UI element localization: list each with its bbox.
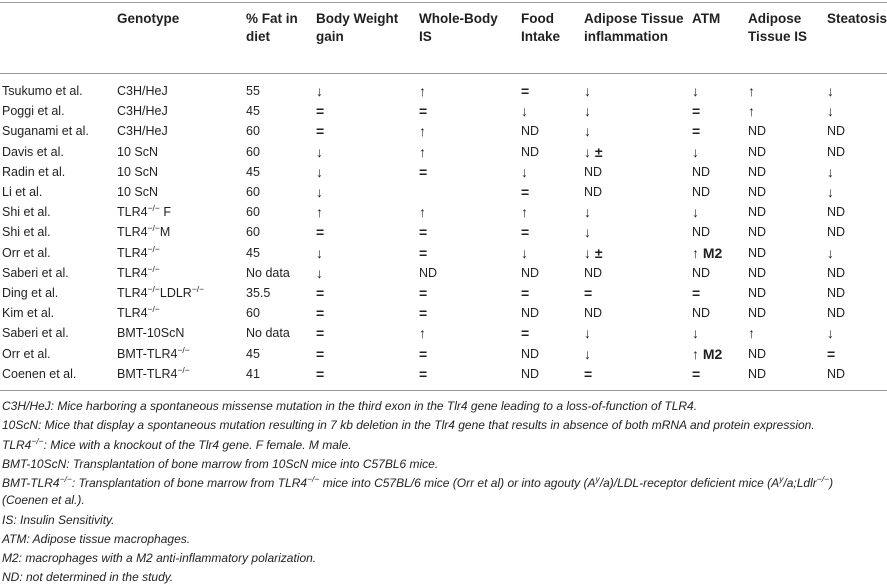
cell-steatosis: ND xyxy=(827,225,846,239)
cell-adipose-inflammation: ↓ xyxy=(584,224,591,240)
cell-fat: 45 xyxy=(246,246,260,260)
cell-study: Kim et al. xyxy=(2,306,55,320)
cell-body-weight: = xyxy=(316,305,325,321)
cell-body-weight: = xyxy=(316,325,325,341)
cell-study: Shi et al. xyxy=(2,205,51,219)
cell-food-intake: ND xyxy=(521,306,540,320)
cell-study: Shi et al. xyxy=(2,225,51,239)
genotype-text: BMT-TLR4 xyxy=(117,347,178,361)
cell-adipose-is: ↑ xyxy=(748,325,755,341)
cell-food-intake: ND xyxy=(521,367,540,381)
cell-study: Davis et al. xyxy=(2,145,64,159)
cell-food-intake: ↓ xyxy=(521,164,528,180)
genotype-text: 10 ScN xyxy=(117,185,158,199)
cell-food-intake: = xyxy=(521,224,530,240)
cell-genotype xyxy=(117,347,190,361)
cell-adipose-inflammation: ↓ xyxy=(584,83,591,99)
genotype-suffix: M xyxy=(159,225,171,239)
cell-adipose-is: ND xyxy=(748,266,767,280)
genotype-text: TLR4 xyxy=(117,306,148,320)
genotype-text: TLR4 xyxy=(117,225,148,239)
cell-fat: 45 xyxy=(246,347,260,361)
cell-genotype xyxy=(117,205,171,219)
cell-fat: 60 xyxy=(246,124,260,138)
cell-body-weight: = xyxy=(316,346,325,362)
cell-body-weight: ↓ xyxy=(316,144,323,160)
genotype-text: 10 ScN xyxy=(117,165,158,179)
cell-fat: 35.5 xyxy=(246,286,271,300)
genotype-superscript: −/− xyxy=(177,345,190,355)
cell-steatosis: = xyxy=(827,346,836,362)
cell-food-intake: ↓ xyxy=(521,103,528,119)
cell-whole-body-is: = xyxy=(419,245,428,261)
cell-atm: ND xyxy=(692,306,711,320)
cell-genotype xyxy=(117,185,158,199)
note-tlr4 xyxy=(2,438,352,452)
genotype-text: TLR4 xyxy=(117,246,148,260)
cell-adipose-is: ↑ xyxy=(748,83,755,99)
cell-atm: ↓ xyxy=(692,325,699,341)
note-bmt-10scn: BMT-10ScN: Transplantation of bone marrow from 10ScN mice into C57BL6 mice. xyxy=(2,457,439,471)
cell-atm: = xyxy=(692,103,701,119)
cell-food-intake: = xyxy=(521,184,530,200)
cell-steatosis: ND xyxy=(827,286,846,300)
table-bottom-rule xyxy=(0,390,887,391)
note-bmt-tlr4-text5: ) xyxy=(829,476,834,490)
genotype-superscript-2: −/− xyxy=(191,284,205,294)
header-whole-body-is: Whole-Body IS xyxy=(419,11,498,44)
cell-fat: 41 xyxy=(246,367,260,381)
cell-adipose-inflammation: = xyxy=(584,285,593,301)
note-tlr4-sup: −/− xyxy=(31,436,44,446)
note-bmt-tlr4-text3: /a)/LDL-receptor deficient mice (A xyxy=(599,476,780,490)
cell-steatosis: ND xyxy=(827,367,846,381)
genotype-suffix: LDLR xyxy=(159,286,192,300)
note-bmt-tlr4-sup2: −/− xyxy=(307,474,320,484)
header-steatosis: Steatosis xyxy=(827,11,887,26)
note-bmt-tlr4-sup3: y xyxy=(595,474,600,484)
cell-adipose-is: ND xyxy=(748,124,767,138)
note-c3h: C3H/HeJ: Mice harboring a spontaneous missense mutation in the third exon in the Tlr4 gene leading to a loss-of-function of TLR4. xyxy=(2,399,698,413)
genotype-superscript: −/− xyxy=(147,264,160,274)
cell-atm: ND xyxy=(692,225,711,239)
cell-atm: ↓ xyxy=(692,144,699,160)
cell-whole-body-is: = xyxy=(419,164,428,180)
genotype-superscript: −/− xyxy=(147,223,160,233)
cell-adipose-inflammation: ↓ ± xyxy=(584,144,603,160)
cell-adipose-is: ND xyxy=(748,185,767,199)
cell-body-weight: = xyxy=(316,285,325,301)
cell-food-intake: ND xyxy=(521,124,540,138)
cell-whole-body-is: = xyxy=(419,366,428,382)
cell-steatosis: ND xyxy=(827,266,846,280)
cell-study: Tsukumo et al. xyxy=(2,84,83,98)
genotype-superscript: −/− xyxy=(177,365,190,375)
cell-food-intake: ND xyxy=(521,347,540,361)
cell-genotype xyxy=(117,165,158,179)
cell-steatosis: ND xyxy=(827,306,846,320)
cell-atm: = xyxy=(692,366,701,382)
note-is: IS: Insulin Sensitivity. xyxy=(2,513,115,527)
genotype-suffix: F xyxy=(159,205,171,219)
header-food-intake: Food Intake xyxy=(521,11,561,44)
cell-food-intake: = xyxy=(521,325,530,341)
cell-body-weight: ↓ xyxy=(316,184,323,200)
cell-adipose-inflammation: ND xyxy=(584,306,603,320)
cell-adipose-is: ND xyxy=(748,306,767,320)
note-bmt-tlr4-sup4: y xyxy=(779,474,784,484)
cell-genotype xyxy=(117,306,160,320)
cell-study: Poggi et al. xyxy=(2,104,65,118)
cell-fat: 60 xyxy=(246,225,260,239)
cell-whole-body-is: ↑ xyxy=(419,83,426,99)
cell-genotype xyxy=(117,104,168,118)
cell-adipose-is: ND xyxy=(748,286,767,300)
cell-atm: = xyxy=(692,123,701,139)
cell-adipose-inflammation: ↓ xyxy=(584,325,591,341)
cell-adipose-inflammation: ↓ ± xyxy=(584,245,603,261)
cell-steatosis: ↓ xyxy=(827,184,834,200)
cell-study: Coenen et al. xyxy=(2,367,77,381)
note-atm: ATM: Adipose tissue macrophages. xyxy=(2,532,191,546)
cell-whole-body-is: = xyxy=(419,346,428,362)
header-atm: ATM xyxy=(692,11,721,26)
cell-food-intake: = xyxy=(521,83,530,99)
cell-atm: ND xyxy=(692,266,711,280)
note-bmt-tlr4-text4: /a;Ldlr xyxy=(783,476,817,490)
genotype-text: C3H/HeJ xyxy=(117,84,168,98)
cell-genotype xyxy=(117,124,168,138)
cell-adipose-inflammation: ND xyxy=(584,185,603,199)
cell-fat: No data xyxy=(246,326,290,340)
cell-whole-body-is: = xyxy=(419,285,428,301)
cell-steatosis: ND xyxy=(827,205,846,219)
cell-adipose-inflammation: ↓ xyxy=(584,103,591,119)
cell-whole-body-is: = xyxy=(419,103,428,119)
cell-body-weight: ↓ xyxy=(316,245,323,261)
cell-fat: 45 xyxy=(246,104,260,118)
cell-steatosis: ↓ xyxy=(827,103,834,119)
cell-adipose-inflammation: ↓ xyxy=(584,123,591,139)
cell-body-weight: ↓ xyxy=(316,83,323,99)
cell-adipose-inflammation: = xyxy=(584,366,593,382)
cell-body-weight: = xyxy=(316,224,325,240)
note-bmt-tlr4-term: BMT-TLR4 xyxy=(2,476,60,490)
cell-genotype xyxy=(117,266,160,280)
cell-adipose-is: ND xyxy=(748,145,767,159)
cell-body-weight: = xyxy=(316,366,325,382)
cell-body-weight: = xyxy=(316,103,325,119)
cell-genotype xyxy=(117,84,168,98)
note-tlr4-term: TLR4 xyxy=(2,438,32,452)
cell-body-weight: ↓ xyxy=(316,265,323,281)
cell-whole-body-is: ↑ xyxy=(419,204,426,220)
cell-food-intake: = xyxy=(521,285,530,301)
note-10scn: 10ScN: Mice that display a spontaneous mutation resulting in 7 kb deletion in the Tlr4 gene that results in absence of both mRNA and protein expression. xyxy=(2,418,815,432)
cell-adipose-is: ND xyxy=(748,225,767,239)
cell-whole-body-is: ↑ xyxy=(419,325,426,341)
cell-whole-body-is: ND xyxy=(419,266,438,280)
genotype-text: TLR4 xyxy=(117,286,148,300)
cell-body-weight: ↑ xyxy=(316,204,323,220)
cell-whole-body-is: ↑ xyxy=(419,123,426,139)
cell-atm: ND xyxy=(692,165,711,179)
note-nd: ND: not determined in the study. xyxy=(2,570,174,584)
cell-study: Radin et al. xyxy=(2,165,66,179)
cell-steatosis: ↓ xyxy=(827,164,834,180)
cell-fat: 60 xyxy=(246,205,260,219)
cell-food-intake: ND xyxy=(521,266,540,280)
cell-genotype xyxy=(117,286,204,300)
cell-food-intake: ND xyxy=(521,145,540,159)
table-top-rule xyxy=(0,2,887,3)
note-bmt-tlr4 xyxy=(2,476,833,490)
cell-genotype xyxy=(117,326,184,340)
cell-adipose-inflammation: ↓ xyxy=(584,204,591,220)
cell-atm: ↓ xyxy=(692,83,699,99)
cell-whole-body-is: = xyxy=(419,224,428,240)
cell-fat: 45 xyxy=(246,165,260,179)
header-adipose-inflammation: Adipose Tissue inflammation xyxy=(584,11,684,44)
header-genotype: Genotype xyxy=(117,11,180,26)
cell-genotype xyxy=(117,367,190,381)
cell-adipose-is: ND xyxy=(748,347,767,361)
note-bmt-tlr4-sup: −/− xyxy=(59,474,72,484)
genotype-superscript: −/− xyxy=(147,203,160,213)
cell-genotype xyxy=(117,145,158,159)
cell-study: Saberi et al. xyxy=(2,326,69,340)
cell-atm: = xyxy=(692,285,701,301)
header-body-weight: Body Weight gain xyxy=(316,11,399,44)
cell-fat: 60 xyxy=(246,306,260,320)
cell-adipose-inflammation: ND xyxy=(584,266,603,280)
genotype-text: 10 ScN xyxy=(117,145,158,159)
cell-atm: ↑ M2 xyxy=(692,245,723,261)
cell-adipose-is: ND xyxy=(748,165,767,179)
cell-adipose-inflammation: ND xyxy=(584,165,603,179)
cell-adipose-is: ND xyxy=(748,246,767,260)
header-fat: % Fat in diet xyxy=(246,11,298,44)
cell-adipose-is: ND xyxy=(748,205,767,219)
cell-genotype xyxy=(117,246,160,260)
cell-fat: No data xyxy=(246,266,290,280)
cell-study: Li et al. xyxy=(2,185,43,199)
note-bmt-tlr4-line2: (Coenen et al.). xyxy=(2,493,85,507)
cell-fat: 60 xyxy=(246,185,260,199)
cell-fat: 55 xyxy=(246,84,260,98)
genotype-superscript: −/− xyxy=(147,304,160,314)
cell-genotype xyxy=(117,225,170,239)
cell-adipose-is: ↑ xyxy=(748,103,755,119)
note-bmt-tlr4-sup5: −/− xyxy=(816,474,830,484)
cell-study: Ding et al. xyxy=(2,286,59,300)
table-header-rule xyxy=(0,73,887,74)
cell-atm: ↑ M2 xyxy=(692,346,723,362)
cell-body-weight: = xyxy=(316,123,325,139)
cell-adipose-inflammation: ↓ xyxy=(584,346,591,362)
genotype-text: BMT-TLR4 xyxy=(117,367,178,381)
cell-adipose-is: ND xyxy=(748,367,767,381)
note-bmt-tlr4-text2: mice into C57BL/6 mice (Orr et al) or into agouty (A xyxy=(319,476,596,490)
genotype-superscript: −/− xyxy=(147,284,160,294)
cell-study: Orr et al. xyxy=(2,347,51,361)
note-tlr4-text: : Mice with a knockout of the Tlr4 gene. F female. M male. xyxy=(43,438,352,452)
note-m2: M2: macrophages with a M2 anti-inflammatory polarization. xyxy=(2,551,317,565)
genotype-text: C3H/HeJ xyxy=(117,124,168,138)
cell-fat: 60 xyxy=(246,145,260,159)
cell-whole-body-is: = xyxy=(419,305,428,321)
cell-steatosis: ↓ xyxy=(827,83,834,99)
genotype-text: TLR4 xyxy=(117,266,148,280)
cell-food-intake: ↑ xyxy=(521,204,528,220)
cell-atm: ↓ xyxy=(692,204,699,220)
cell-study: Orr et al. xyxy=(2,246,51,260)
cell-study: Saberi et al. xyxy=(2,266,69,280)
genotype-text: BMT-10ScN xyxy=(117,326,185,340)
cell-body-weight: ↓ xyxy=(316,164,323,180)
cell-atm: ND xyxy=(692,185,711,199)
genotype-text: TLR4 xyxy=(117,205,148,219)
cell-steatosis: ↓ xyxy=(827,325,834,341)
header-adipose-is: Adipose Tissue IS xyxy=(748,11,808,44)
cell-whole-body-is: ↑ xyxy=(419,144,426,160)
cell-study: Suganami et al. xyxy=(2,124,89,138)
cell-food-intake: ↓ xyxy=(521,245,528,261)
genotype-superscript: −/− xyxy=(147,244,160,254)
genotype-text: C3H/HeJ xyxy=(117,104,168,118)
cell-steatosis: ND xyxy=(827,124,846,138)
cell-steatosis: ND xyxy=(827,145,846,159)
cell-steatosis: ↓ xyxy=(827,245,834,261)
note-bmt-tlr4-text1: : Transplantation of bone marrow from TLR4 xyxy=(71,476,308,490)
